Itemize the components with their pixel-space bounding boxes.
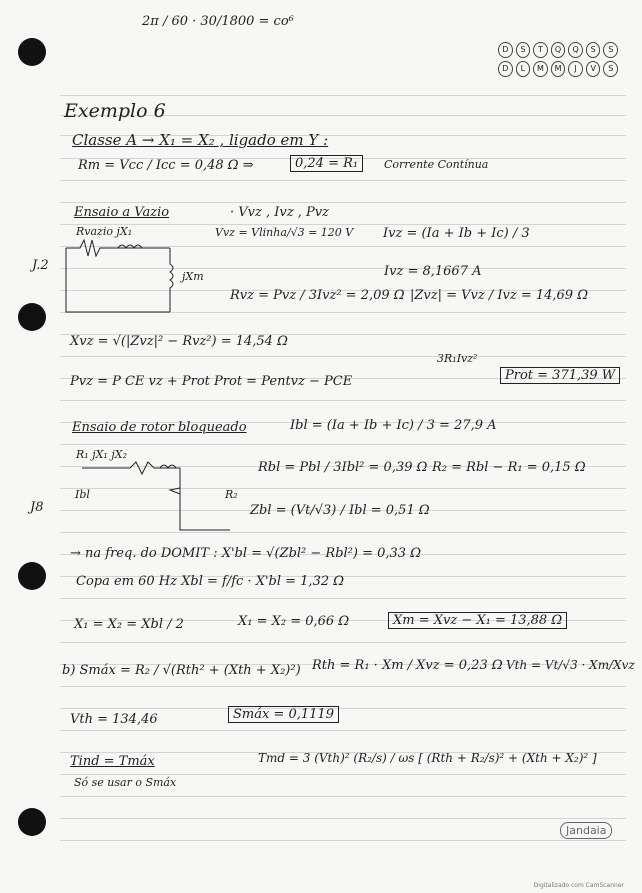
smax-formula: b) Smáx = R₂ / √(Rth² + (Xth + X₂)²) [62, 663, 301, 678]
week-row2-day-circle: M [551, 61, 566, 77]
rm-formula: Rm = Vcc / Icc = 0,48 Ω ⇒ [78, 158, 254, 173]
no-load-test-heading: Ensaio a Vazio [74, 205, 170, 220]
tmd-formula: Tmd = 3 (Vth)² (R₂/s) / ωs [ (Rth + R₂/s)² + (Xth + X₂)² ] [258, 751, 597, 765]
copa-60hz-formula: Copa em 60 Hz Xbl = f/fc · X'bl = 1,32 Ω [76, 574, 345, 589]
circuit-labels-noload: Rvazio jX₁ [76, 225, 133, 238]
r2-label: R₂ [225, 488, 238, 501]
rbl-formula: Rbl = Pbl / 3Ibl² = 0,39 Ω [258, 460, 428, 475]
usar-smax-note: Só se usar o Smáx [74, 776, 177, 789]
vth-formula: Vth = Vt/√3 · Xm/Xvz [506, 658, 635, 672]
example-title: Exemplo 6 [64, 100, 166, 122]
notebook-brand-logo: Jandaia [560, 822, 612, 839]
week-row1-day-circle: S [603, 42, 618, 58]
week-row1-day-circle: T [533, 42, 548, 58]
magnetizing-branch [170, 248, 173, 312]
prot-box: Prot = 371,39 W [500, 367, 620, 384]
week-row1-day-circle: Q [551, 42, 566, 58]
smax-box: Smáx = 0,1119 [228, 706, 339, 723]
ivz-value: Ivz = 8,1667 A [384, 264, 482, 279]
week-row1-day-circle: Q [568, 42, 583, 58]
week-row1-day-circle: D [498, 42, 513, 58]
rth-formula: Rth = R₁ · Xm / Xvz = 0,23 Ω [312, 658, 503, 673]
pce-note: 3R₁Ivz² [437, 352, 478, 365]
margin-note-j2: J.2 [32, 258, 49, 273]
week-row2-day-circle: M [533, 61, 548, 77]
top-formula: 2π / 60 · 30/1800 = co⁶ [142, 14, 294, 29]
x1-x2-formula: X₁ = X₂ = Xbl / 2 [74, 617, 184, 632]
pvz-formula: Pvz = P CE vz + Prot Prot = Pentvz − PCE [70, 374, 353, 389]
tind-formula: Tind = Tmáx [70, 754, 155, 769]
ibl-formula: Ibl = (Ia + Ib + Ic) / 3 = 27,9 A [290, 418, 497, 433]
xm-box: Xm = Xvz − X₁ = 13,88 Ω [388, 612, 567, 629]
domit-frequency-formula: → na freq. do DOMIT : X'bl = √(Zbl² − Rbl²) = 0,33 Ω [70, 546, 421, 561]
vth-value: Vth = 134,46 [70, 712, 158, 727]
week-row2-day-circle: L [516, 61, 531, 77]
scan-footer: Digitalizado com CamScanner [533, 882, 624, 889]
locked-resistor [82, 462, 180, 474]
margin-note-j8: J8 [30, 500, 44, 515]
noload-circuit-wire [66, 248, 170, 312]
week-row2-day-circle: D [498, 61, 513, 77]
ivz-formula: Ivz = (Ia + Ib + Ic) / 3 [383, 226, 530, 241]
locked-rotor-branch [170, 488, 180, 494]
class-heading: Classe A → X₁ = X₂ , ligado em Y : [72, 131, 329, 149]
ibl-label: Ibl [75, 488, 90, 501]
week-row2-day-circle: S [603, 61, 618, 77]
locked-rotor-heading: Ensaio de rotor bloqueado [72, 420, 247, 435]
rvz-formula: Rvz = Pvz / 3Ivz² = 2,09 Ω [230, 288, 405, 303]
locked-wire [180, 468, 230, 530]
week-row1-day-circle: S [586, 42, 601, 58]
no-load-measures: · Vvz , Ivz , Pvz [230, 205, 329, 220]
week-row2-day-circle: V [586, 61, 601, 77]
r2-formula: R₂ = Rbl − R₁ = 0,15 Ω [432, 460, 586, 475]
jxm-label: jXm [182, 270, 204, 283]
xvz-formula: Xvz = √(|Zvz|² − Rvz²) = 14,54 Ω [70, 334, 288, 349]
continuous-current-note: Corrente Contínua [384, 158, 489, 171]
x1-value: X₁ = X₂ = 0,66 Ω [238, 614, 350, 629]
week-row1-day-circle: S [516, 42, 531, 58]
r1-box: 0,24 = R₁ [290, 155, 363, 172]
zvz-formula: |Zvz| = Vvz / Ivz = 14,69 Ω [410, 288, 588, 303]
zbl-formula: Zbl = (Vt/√3) / Ibl = 0,51 Ω [250, 503, 430, 518]
vvz-formula: Vvz = Vlinha/√3 = 120 V [215, 226, 354, 239]
circuit-labels-locked: R₁ jX₁ jX₂ [76, 448, 127, 461]
week-row2-day-circle: J [568, 61, 583, 77]
